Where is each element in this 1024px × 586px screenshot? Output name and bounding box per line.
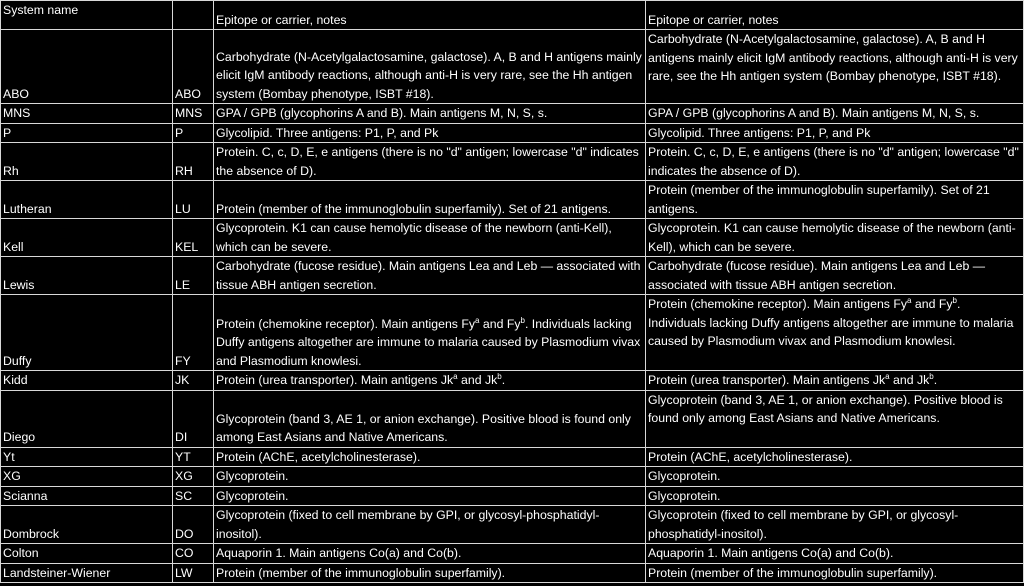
table-row <box>1 181 1024 219</box>
notes-text: Protein (chemokine receptor). Main antigens Fy <box>216 316 476 331</box>
table-row <box>1 447 1024 467</box>
system-name: Dombrock <box>1 506 173 544</box>
notes-text: Protein (urea transporter). Main antigens Jk <box>216 373 454 387</box>
table-row <box>1 563 1024 583</box>
table-row <box>1 506 1024 544</box>
notes-a: Aquaporin 1. Main antigens Co(a) and Co(b). <box>214 544 646 564</box>
notes-b: Protein (member of the immunoglobulin superfamily). <box>646 563 1024 583</box>
notes-b: Carbohydrate (N-Acetylgalactosamine, galactose). A, B and H antigens mainly elicit IgM antibody reactions, although anti-H is very rare, see the Hh antigen system (Bombay phenotype, ISBT #18). <box>646 30 1024 104</box>
table-row <box>1 390 1024 447</box>
notes-b: Aquaporin 1. Main antigens Co(a) and Co(b). <box>646 544 1024 564</box>
notes-a: Protein (member of the immunoglobulin superfamily). <box>214 563 646 583</box>
notes-a: GPA / GPB (glycophorins A and B). Main antigens M, N, S, s. <box>214 104 646 124</box>
notes-b <box>646 371 1024 391</box>
system-name: XG <box>1 467 173 487</box>
notes-text: and Fy <box>911 297 953 311</box>
notes-b: Protein (member of the immunoglobulin superfamily). Set of 21 antigens. <box>646 181 1024 219</box>
system-name: Kidd <box>1 371 173 391</box>
header-symbol <box>173 1 214 30</box>
system-name: Lutheran <box>1 181 173 219</box>
system-name: Kell <box>1 219 173 257</box>
superscript: a <box>453 372 458 381</box>
system-symbol: KEL <box>173 219 214 257</box>
superscript: b <box>929 372 934 381</box>
table-row <box>1 219 1024 257</box>
notes-b: Glycoprotein. <box>646 486 1024 506</box>
header-row <box>1 1 1024 30</box>
system-symbol: MNS <box>173 104 214 124</box>
system-name: Rh <box>1 143 173 181</box>
notes-a: Glycoprotein (band 3, AE 1, or anion exchange). Positive blood is found only among East Asians and Native Americans. <box>214 390 646 447</box>
notes-b: Glycoprotein. K1 can cause hemolytic disease of the newborn (anti-Kell), which can be severe. <box>646 219 1024 257</box>
system-name: Duffy <box>1 295 173 371</box>
notes-text: and Fy <box>479 316 521 331</box>
header-notes-b: Epitope or carrier, notes <box>646 1 1024 30</box>
system-symbol: XG <box>173 467 214 487</box>
table-row <box>1 467 1024 487</box>
system-name: Lewis <box>1 257 173 295</box>
notes-a <box>214 295 646 371</box>
system-symbol: JK <box>173 371 214 391</box>
notes-b: GPA / GPB (glycophorins A and B). Main antigens M, N, S, s. <box>646 104 1024 124</box>
notes-text: . <box>933 373 938 387</box>
system-symbol: RH <box>173 143 214 181</box>
notes-b: Glycolipid. Three antigens: P1, P, and Pk <box>646 123 1024 143</box>
table-row <box>1 30 1024 104</box>
notes-a: Protein (member of the immunoglobulin superfamily). Set of 21 antigens. <box>214 181 646 219</box>
superscript: a <box>475 315 480 325</box>
table-row <box>1 104 1024 124</box>
table-row <box>1 123 1024 143</box>
notes-a: Glycoprotein. <box>214 486 646 506</box>
system-symbol: DI <box>173 390 214 447</box>
notes-a: Glycoprotein. K1 can cause hemolytic disease of the newborn (anti-Kell), which can be severe. <box>214 219 646 257</box>
system-name: Colton <box>1 544 173 564</box>
notes-text: and Jk <box>889 373 930 387</box>
header-system-name: System name <box>1 1 173 30</box>
notes-b: Glycoprotein (fixed to cell membrane by GPI, or glycosyl-phosphatidyl-inositol). <box>646 506 1024 544</box>
notes-text: . Individuals lacking Duffy antigens altogether are immune to malaria caused by Plasmodium vivax and Plasmodium knowlesi. <box>648 297 1014 348</box>
header-notes-a: Epitope or carrier, notes <box>214 1 646 30</box>
table-row <box>1 295 1024 371</box>
system-name: Landsteiner-Wiener <box>1 563 173 583</box>
notes-a: Carbohydrate (N-Acetylgalactosamine, galactose). A, B and H antigens mainly elicit IgM antibody reactions, although anti-H is very rare, see the Hh antigen system (Bombay phenotype, ISBT #18). <box>214 30 646 104</box>
system-name: P <box>1 123 173 143</box>
superscript: b <box>520 315 525 325</box>
notes-b: Glycoprotein. <box>646 467 1024 487</box>
notes-a: Protein. C, c, D, E, e antigens (there is no "d" antigen; lowercase "d" indicates the absence of D). <box>214 143 646 181</box>
superscript: b <box>497 372 502 381</box>
system-symbol: ABO <box>173 30 214 104</box>
notes-b: Protein (AChE, acetylcholinesterase). <box>646 447 1024 467</box>
system-name: ABO <box>1 30 173 104</box>
system-symbol: LU <box>173 181 214 219</box>
notes-b: Glycoprotein (band 3, AE 1, or anion exchange). Positive blood is found only among East Asians and Native Americans. <box>646 390 1024 447</box>
system-name: Yt <box>1 447 173 467</box>
superscript: a <box>885 372 890 381</box>
notes-a: Carbohydrate (fucose residue). Main antigens Lea and Leb — associated with tissue ABH antigen secretion. <box>214 257 646 295</box>
table-row <box>1 371 1024 391</box>
notes-a: Protein (AChE, acetylcholinesterase). <box>214 447 646 467</box>
system-symbol: YT <box>173 447 214 467</box>
system-symbol: DO <box>173 506 214 544</box>
notes-text: Protein (urea transporter). Main antigens Jk <box>648 373 886 387</box>
notes-b <box>646 295 1024 371</box>
system-symbol: P <box>173 123 214 143</box>
system-symbol: LE <box>173 257 214 295</box>
superscript: b <box>952 296 957 305</box>
notes-text: . Individuals lacking Duffy antigens altogether are immune to malaria caused by Plasmodium vivax and Plasmodium knowlesi. <box>216 316 641 368</box>
notes-text: and Jk <box>457 373 498 387</box>
notes-text: Protein (chemokine receptor). Main antigens Fy <box>648 297 908 311</box>
notes-a: Glycolipid. Three antigens: P1, P, and Pk <box>214 123 646 143</box>
notes-b: Protein. C, c, D, E, e antigens (there is no "d" antigen; lowercase "d" indicates the absence of D). <box>646 143 1024 181</box>
system-name: MNS <box>1 104 173 124</box>
superscript: a <box>907 296 912 305</box>
system-symbol: CO <box>173 544 214 564</box>
notes-b: Carbohydrate (fucose residue). Main antigens Lea and Leb — associated with tissue ABH antigen secretion. <box>646 257 1024 295</box>
notes-a <box>214 371 646 391</box>
system-symbol: FY <box>173 295 214 371</box>
table-row <box>1 486 1024 506</box>
notes-a: Glycoprotein (fixed to cell membrane by GPI, or glycosyl-phosphatidyl-inositol). <box>214 506 646 544</box>
table-row <box>1 143 1024 181</box>
notes-a: Glycoprotein. <box>214 467 646 487</box>
table-row <box>1 544 1024 564</box>
system-symbol: LW <box>173 563 214 583</box>
system-name: Diego <box>1 390 173 447</box>
notes-text: . <box>501 373 506 387</box>
system-name: Scianna <box>1 486 173 506</box>
table-row <box>1 257 1024 295</box>
system-symbol: SC <box>173 486 214 506</box>
